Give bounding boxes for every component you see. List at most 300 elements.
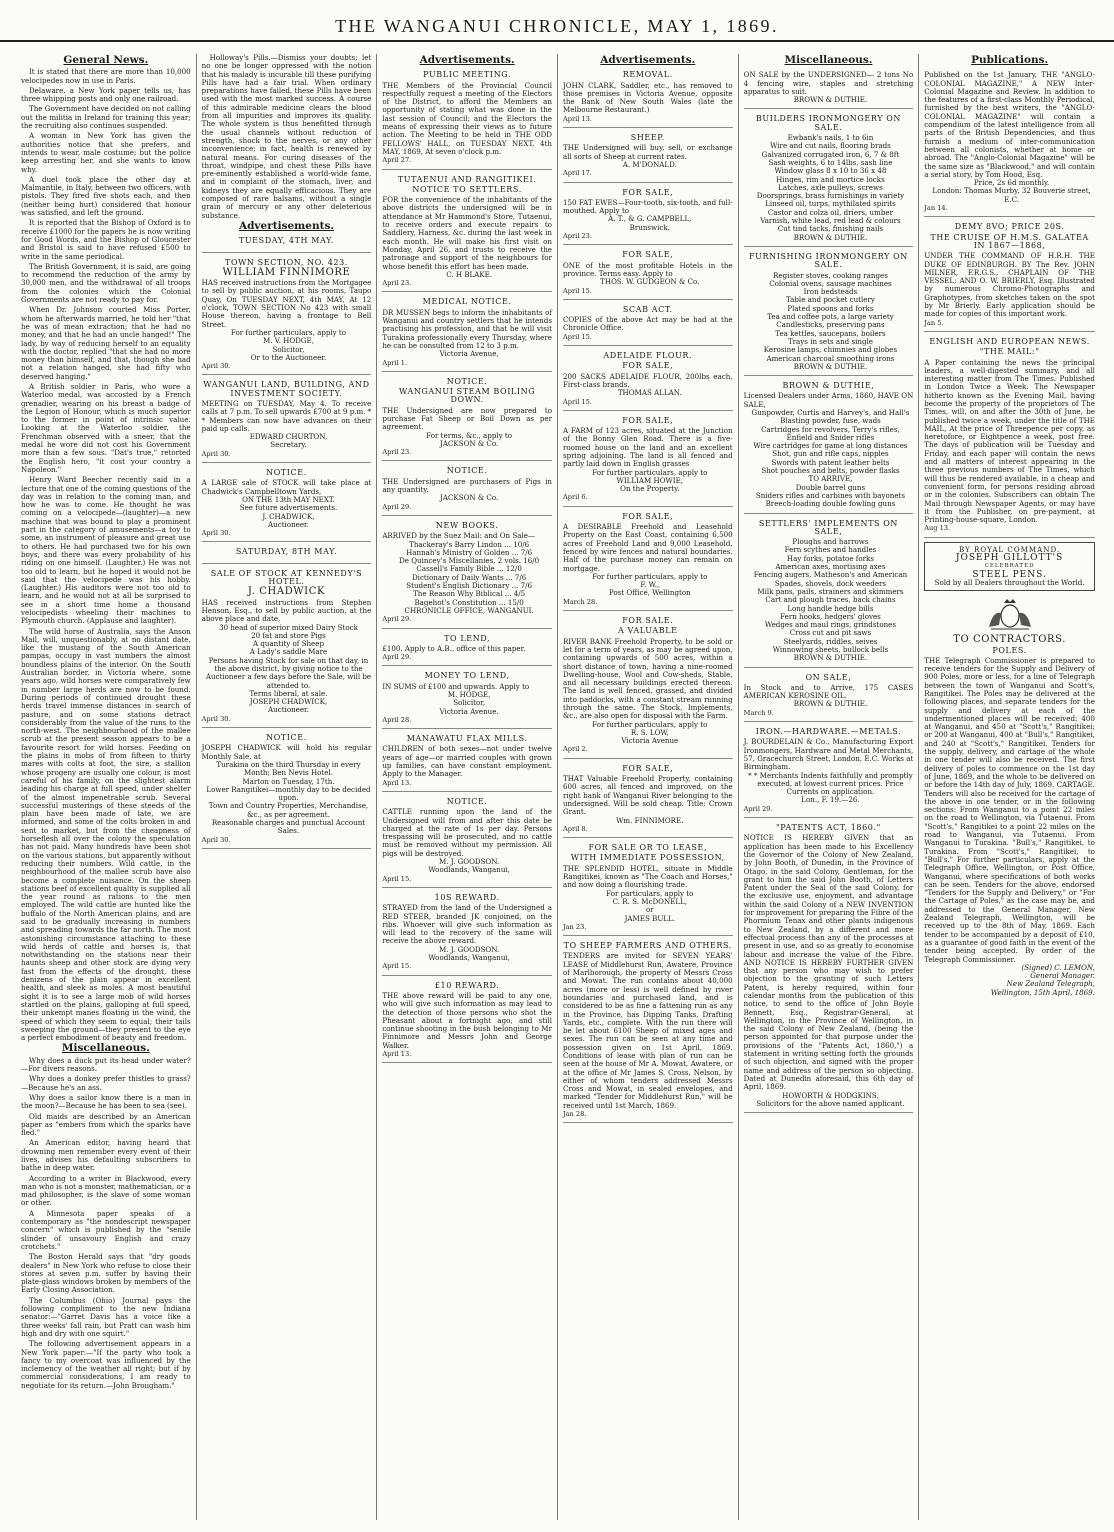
ad-line: For further particulars, apply to — [230, 327, 347, 337]
ad-line: Marton on Tuesday, 17th. — [242, 776, 335, 786]
ad-body: 150 FAT EWES—Four-tooth, six-tooth, and full-mouthed. Apply to — [562, 197, 733, 216]
ad-date: April 8. — [562, 824, 588, 833]
box-line: STEEL PENS. — [972, 569, 1047, 580]
ad-line: For particulars, apply to — [606, 888, 694, 898]
ad-line: Solicitor, — [453, 698, 486, 708]
ad-date: April 6. — [562, 493, 588, 502]
ad-heading: TUESDAY, 4TH MAY. — [238, 236, 335, 246]
ad-line: Woodlands, Wanganui, — [428, 865, 510, 875]
ad-line: HOWORTH & HODGKINS, — [782, 1090, 879, 1100]
advertisement — [744, 821, 914, 1113]
ad-date: April 13. — [382, 778, 412, 787]
news-paragraph: It is stated that there are more than 10,000 velocipedes now in use in Paris. — [21, 67, 191, 85]
column-3 — [377, 54, 558, 1520]
ad-body: £100. Apply to A.B., office of this paper. — [382, 643, 526, 653]
ad-line: Student's English Dictionary ... 7/6 — [406, 581, 533, 591]
ad-body: Licensed Dealers under Arms, 1860, HAVE ON SALE, — [743, 391, 914, 409]
ad-line: Blasting powder, fuse, wads — [780, 416, 881, 426]
ad-body: ON SALE by the UNDERSIGNED— 2 tons No 4 fencing wire, staples and stretching apparatus to suit. — [743, 70, 914, 96]
ad-line: Doorsprings, brass furnishings in variety — [756, 191, 905, 201]
news-paragraph: Old maids are described by an American paper as "embers from which the sparks have fled." — [21, 1111, 191, 1138]
newspaper-columns — [16, 54, 1100, 1520]
ad-date: April 13. — [382, 1049, 412, 1058]
ad-subheading: FOR SALE, — [622, 361, 674, 371]
ad-body: A DESIRABLE Freehold and Leasehold Property on the East Coast, containing 6,500 acres of Freehold Land and 9,000 Leasehold, fenced by wire fences and natural boundaries. Half of the purchase money can remain on mortgage. — [562, 522, 733, 573]
advertisement — [382, 519, 552, 629]
ad-date: April 23. — [562, 232, 592, 241]
ad-line: Or to the Auctioneer. — [250, 352, 327, 362]
ad-heading: BUILDERS IRONMONGERY ON SALE. — [755, 114, 901, 132]
ad-date: April 30. — [201, 835, 231, 844]
ad-line: American axes, mortising axes — [775, 562, 886, 572]
advertisement — [744, 379, 914, 513]
ad-body: A LARGE sale of STOCK will take place at Chadwick's Campbelltown Yards, — [201, 478, 372, 496]
ad-heading: TO LEND, — [444, 633, 491, 643]
ad-subheading: THE CRUISE OF H.M.S. GALATEA IN 1867—1868, — [930, 232, 1089, 250]
ad-body: THE Undersigned are now prepared to purchase Fat Sheep or Boil Down as per agreement. — [382, 405, 552, 432]
ad-heading: FOR SALE, — [622, 250, 674, 260]
ad-line: Fern hooks, hedgers' gloves — [780, 611, 881, 621]
advertisement — [924, 220, 1095, 332]
ad-line: For further particulars, apply to — [592, 571, 708, 581]
ads-list — [202, 234, 372, 849]
ad-body: NOTICE IS HEREBY GIVEN that an application has been made to his Excellency the Governor of the Colony of New Zealand, by John Booth, of Dunedin, in the Province of Otago, in the said Colony, Gentleman, for the grant to him the said John Booth, of Letters Patent under the Seal of the said Colony, for the exclusive use, enjoyment, and advantage within the said Colony of a NEW INVENTION for improvement for preparing the Fibre of the Phormium Tenax and other plants indigenous to New Zealand, by a different and more effectual process than any of the processes at present in use, and so as greatly to economise labour and increase the value of the Fibre. AND NOTICE IS HEREBY FURTHER GIVEN that any person who may wish to prefer objection to the granting of such Letters Patent, is hereby required, within four calendar months from the publication of this notice, to send to the office of John Boyle Bennett, Esq., Registrar-General, at Wellington, in the Province of Wellington, in the said Colony of New Zealand, (being the person appointed for that purpose under the provisions of the "Patents Act, 1860,") a statement in writing setting forth the grounds of such objection, and signed with the proper name and address of the person so objecting. Dated at Dunedin aforesaid, this 6th day of April, 1869. — [743, 833, 914, 1092]
ad-body: HAS received instructions from Stephen Henson, Esq., to sell by public auction, at the above place and date, — [201, 597, 372, 624]
ad-line: TO ARRIVE, — [808, 474, 853, 484]
ad-heading: SETTLERS' IMPLEMENTS ON SALE, — [758, 518, 899, 536]
ads-list — [924, 68, 1095, 537]
ad-date: April 23. — [382, 448, 412, 457]
ad-subheading: "THE MAIL:" — [979, 347, 1040, 357]
advertisement — [202, 256, 372, 376]
ad-subheading: POLES. — [992, 645, 1027, 655]
ad-heading: NOTICE. — [446, 796, 488, 806]
ad-subheading: NOTICE TO SETTLERS. — [412, 184, 522, 194]
advertisement — [563, 841, 733, 936]
ad-line: Tea kettles, saucepans, boilers — [775, 328, 886, 338]
ad-heading: NOTICE. — [446, 376, 488, 386]
ad-heading: FOR SALE, — [622, 415, 674, 425]
ad-date: April 28. — [382, 715, 412, 724]
news-paragraphs — [21, 68, 191, 1042]
ad-date: March 28. — [562, 597, 598, 606]
ad-heading: SATURDAY, 8TH MAY. — [235, 547, 338, 557]
ad-date: April 30. — [201, 714, 231, 723]
ad-line: Woodlands, Wanganui, — [428, 953, 510, 963]
ad-line: Ewbank's nails, 1 to 6in — [787, 133, 874, 143]
ad-body: J. BOURDELAIN & Co., Manufacturing Export Ironmongers, Hardware and Metal Merchants, 57, Gracechurch Street, London, E.C. Works at Birmingham. — [743, 737, 914, 772]
ad-line: Candlesticks, preserving pans — [776, 320, 885, 330]
news-paragraph: It is reported that the Bishop of Oxford is to receive £1000 for the papers he is now writing for Good Words, and the Bishop of Gloucester and Bristol is said to have refused £500 to write in the same periodical. — [21, 218, 191, 261]
ad-line: C. R. S. McDONELL, — [612, 896, 688, 906]
ad-heading: TO SHEEP FARMERS AND OTHERS. — [563, 941, 732, 951]
ad-heading: ENGLISH AND EUROPEAN NEWS. — [929, 336, 1090, 346]
advertisement — [744, 725, 914, 818]
ad-line: Fencing augers, Matheson's and American — [753, 570, 908, 580]
ad-line: Latches, axle pulleys, screws — [778, 182, 883, 192]
box-line: BY ROYAL COMMAND. — [959, 544, 1061, 554]
ad-line: JACKSON & Co. — [440, 438, 499, 448]
ad-line: Hinges, rim and mortice locks — [776, 174, 885, 184]
advertisement — [382, 68, 552, 169]
ad-body: IN SUMS of £100 and upwards. Apply to — [382, 681, 530, 691]
ad-line: Long handle hedge bills — [787, 603, 874, 613]
ad-body: ONE of the most profitable Hotels in the province. Terms easy. Apply to — [562, 260, 733, 278]
ad-line: Terms liberal, at sale. — [249, 688, 328, 698]
ad-line: Winnowing sheets, bullock bells — [772, 645, 889, 654]
ad-line: Shot pouches and belts, powder flasks — [761, 466, 900, 476]
ad-date: March 9. — [743, 708, 774, 717]
news-paragraph: The Boston Herald says that "dry goods dealers" in New York who refuse to close their stores at seven p.m. suffer by having their plate-glass windows broken by members of the Early Closing Association. — [21, 1252, 191, 1295]
advertisement — [382, 891, 552, 976]
ad-line: Bagehot's Constitution ... 15/0 — [414, 597, 524, 607]
advertisement — [563, 248, 733, 299]
ad-heading: FURNISHING IRONMONGERY ON SALE. — [748, 251, 908, 270]
advertisement — [563, 762, 733, 838]
ad-line: Milk pans, pails, strainers and skimmers — [757, 586, 904, 596]
ad-heading: DEMY 8VO; PRICE 20S. — [954, 222, 1065, 232]
ad-line: Victoria Avenue. — [439, 706, 499, 716]
ad-heading: NOTICE. — [266, 733, 307, 743]
section-heading: General News. — [63, 54, 149, 66]
ad-body: JOHN CLARK, Saddler, etc., has removed to those premises in Victoria Avenue, opposite the Bank of New South Wales (late the Melbourne Restaurant.) — [562, 80, 733, 115]
ad-body: THAT Valuable Freehold Property, containing 600 acres, all fenced and improved, on the right bank of Wanganui River belonging to the undersigned. Will be sold cheap. Title: Crown Grant. — [562, 774, 733, 817]
ad-line: A Lady's saddle Mare — [249, 647, 328, 657]
advertisement — [744, 671, 914, 722]
ad-line: Auctioneer. — [268, 705, 309, 715]
ad-line: Iron bedsteads — [803, 287, 858, 297]
news-paragraph: A woman in New York has given the authorities notice that she prefers, and intends to wear, male costume; but the police keep arresting her, and she wants to know why. — [21, 131, 191, 174]
ad-line: M. J. GOODSON. — [439, 944, 500, 954]
advertisement — [202, 234, 372, 252]
ad-line: Register stoves, cooking ranges — [773, 270, 888, 280]
ad-heading: TOWN SECTION, NO. 423. — [225, 257, 348, 267]
ad-line: Persons having Stock for sale on that day, in the above district, by giving notice to the Auctioneer a few days before the Sale, will be attended to. — [205, 655, 372, 690]
ad-line: Steelyards, riddles, seives — [783, 636, 878, 646]
ad-line: J. CHADWICK, — [262, 511, 315, 521]
news-paragraph: The Columbus (Ohio) Journal pays the following compliment to the new Indiana senator:—"Garret Davis has a voice like a three weeks' fall rain, but Pratt can wash him high and dry with one squirt." — [21, 1295, 191, 1338]
ad-line: R. S. LOW, — [630, 727, 669, 737]
news-paragraph: The Government have decided on not calling out the militia in Ireland for training this year; the recruiting also continues suspended. — [21, 104, 191, 131]
ad-date: April 30. — [201, 449, 231, 458]
ad-heading: FOR SALE OR TO LEASE, — [588, 843, 708, 853]
ad-heading: 10S REWARD. — [434, 892, 500, 902]
advertisement — [382, 173, 552, 293]
ad-line: M. J. GOODSON. — [439, 857, 500, 867]
news-paragraph: An American editor, having heard that drowning men remember every event of their lives, advises his defaulting subscribers to bathe in deep water. — [21, 1138, 191, 1173]
ad-date: April 15. — [562, 332, 592, 341]
ad-line: Victoria Avenue — [621, 736, 679, 746]
ad-line: Castor and colza oil, driers, umber — [767, 207, 893, 217]
news-paragraph: Henry Ward Beecher recently said in a lecture that one of the coming questions of the day was in relation to the coming man, and how he was to come. He thought he was coming on a velocipede—(laughter)—a new machine that was bound to play a prominent part in the category of amusements—a toy to some, an instrument of pleasure and great use to others. He had purchased two for his own boys, and there was every probability of his riding on one himself. (Laughter.) He was not too old to learn, but he hoped it would not be said that the velocipede was his hobby. (Laughter.) His auditors were not too old to learn, and he would not at all be surprised to see in a short time home a thousand velocipedists wheeling their machines to Plymouth church. (Applause and laughter). — [21, 475, 191, 626]
ad-heading: NOTICE. — [446, 466, 488, 476]
ad-line: De Quincey's Miscellanies, 2 vols. 16/0 — [399, 556, 540, 566]
ad-body: THE Telegraph Commissioner is prepared to receive tenders for the Supply and Delivery of 900 Poles, more or less, for a line of Telegraph between the town of Wanganui and Scott's, Rangitikei. The Poles may be delivered at the following places, and separate tenders for the supply and delivery at each of the undermentioned places will be received: 400 at Wanganui, and 450 at "Scott's," Rangitikei; or 200 at Wanganui, 400 at "Bull's," Rangitikei, and 240 at "Scott's," Rangitikei. Tenders for the supply, delivery, and cartage of the whole in one tender will also be received. The first delivery of poles to commence on the 1st day of June, 1869, and the whole to be delivered on or before the 14th day of July, 1869. CARTAGE. Tenders will also be received for the cartage of the above in one tender, or in the following sections: From Wanganui to a point 22 miles on the road to Wellington, via Tutaenui. From "Scott's," Rangitikei to a point 22 miles on the road to Wanganui, via Tutaenui. From Wanganui to Turakina. "Bull's," Rangitikei, to Turakina. From "Scott's," Rangitikei, to "Bull's." For further particulars, apply at the Telegraph Office, Wellington, or Post Office, Wanganui, where specifications of both works can be seen. Tenders for the above, endorsed "Tenders for the Supply and Delivery," or "For the Cartage of Poles," as the case may be, and addressed to the General Manager, New Zealand Telegraph, Wellington, will be received up to the 8th of May, 1869. Each tender to be accompanied by a deposit of £10, as a guarantee of good faith in the event of the tender being accepted. By order of the Telegraph Commissioner. — [924, 655, 1095, 964]
ad-heading: FOR SALE, — [622, 763, 674, 773]
ad-date: April 30. — [201, 529, 231, 538]
ad-line: The Reason Why Biblical ... 4/5 — [413, 589, 526, 599]
advertisement — [563, 414, 733, 507]
ad-date: April 15. — [382, 874, 412, 883]
advertisement — [924, 335, 1095, 538]
ad-line: American charcoal smoothing irons — [766, 353, 895, 363]
advertisement — [563, 510, 733, 611]
ad-heading: FOR SALE, — [622, 511, 674, 521]
ad-heading: PUBLIC MEETING. — [423, 70, 512, 80]
ad-body: TENDERS are invited for SEVEN YEARS' LEASE of Middlehurst Run, Awatere, Province of Marlborough, the property of Messrs Cross and Mowat. The run contains about 40,000 acres (more or less) is well defined by river boundaries and purchased land, and is considered to be as fine a fattening run as any in the Province, has Dipping Tanks, Drafting Yards, etc., complete. With the run there will be let about 6100 Sheep of mixed ages and sexes. The run can be seen at any time and possession given on 1st April, 1869. Conditions of lease with plan of run can be seen at the house of Mr A. Mowat, Awatere, or at the office of Mr James S. Cross, Nelson, by either of whom tenders addressed Messrs Cross and Mowat, in sealed envelopes, and marked "Tender for Middlehurst Run," will be received until 1st March, 1869. — [562, 951, 733, 1110]
advertisement — [744, 250, 914, 376]
ad-line: Cartridges for revolvers, Terry's rifles, Enfield and Snider rifles — [761, 424, 900, 442]
ad-date: April 15. — [382, 962, 412, 971]
ad-date: April 29. — [382, 502, 412, 511]
ad-date: April 15. — [562, 397, 592, 406]
ad-date: Aug 13. — [924, 524, 951, 533]
ad-line: JAMES BULL. — [624, 913, 675, 923]
ad-heading: WANGANUI LAND, BUILDING, AND INVESTMENT SOCIETY. — [203, 380, 370, 398]
advertisement — [202, 567, 372, 728]
ad-body: COPIES of the above Act may be had at the Chronicle Office. — [562, 315, 733, 333]
column-4 — [558, 54, 739, 1520]
column-1 — [16, 54, 197, 1520]
advertisement — [744, 517, 914, 668]
ad-line: Cart and plough traces, back chains — [765, 595, 896, 605]
section-heading: Advertisements. — [600, 54, 696, 66]
ad-line: Varnish, white lead, red lead & colours — [760, 216, 901, 226]
holloway-paragraph: Holloway's Pills.—Dismiss your doubts; let no one be longer oppressed with the notion that his malady is incurable till these purifying Pills have had a fair trial. When ordinary preparations have failed, these Pills have been used with the most marked success. A course of this admirable medicine clears the blood from all impurities and improves its quality. The whole system is thus benefitted through the usual channels without reduction of strength, shock to the nerves, or any other inconvenience; in fact, health is renewed by natural means. For curing diseases of the throat, windpipe, and chest these Pills have pre-eminently established a world-wide fame, and in complaint of the stomach, liver, and kidneys they are equally efficacious. They are composed of rare balsams, without a single grain of mercury or any other deleterious substance. — [201, 54, 372, 220]
advertisement — [563, 131, 733, 182]
ad-body: A Paper containing the news the principal leaders, a well-digested summary, and all interesting matter from The Times. Published in London Twice a Week. The Newspaper hitherto known as the Evening Mail, having become the property of the proprietors of The Times, will, on and after the 30th of June, be published twice a week, under the title of THE MAIL, At the price of Threepence per copy, as heretofore, or Eightpence a week, post free. The days of publication will be Tuesday and Friday, and each paper will contain the news and all matters of interest appearing in the three previous numbers of The Times, which will thus be rendered available, in a cheap and convenient form, for persons residing abroad or in the colonies. Subscribers can obtain The Mail through Newspaper Agents, or may have it from the Publisher, on pre-payment, at Printing-house-square, London. — [924, 357, 1095, 525]
advertisement — [382, 669, 552, 729]
ad-date: April 23. — [382, 279, 412, 288]
ad-heading: NOTICE. — [266, 468, 307, 478]
news-paragraph: The wild horse of Australia, says the Anson Mail, will, unquestionably, at no distant date, like the mustang of the South American pampas, occupy in vast numbers the almost boundless plains of the interior. On the South Australian border, in Victoria where, some years ago, wild horses were comparatively few in number large herds are now to be found. During periods of continued drought these herds travel immense distances in search of pasture, and on some stations detract considerably from the value of the runs to the north-west. The neighbourhood of the mallee scrub at the present season appears to be a favourite resort for wild horses. Feeding on the plains in mobs of from fifteen to thirty mares with colts at foot, the sire, a stallion whose progeny are usually one colour, is most careful of his family, on the slightest alarm leading his charge at full speed, under shelter of the almost impenetrable scrub. Several successful musterings of these steeds of the plain have been made of late, we are informed, and some of the colts broken in and sent to market, but from the cheapness of horseflesh all over the colony the speculation has not paid. Many hundreds have been shot on the various stations, but apparently without reducing their numbers. Wild cattle, in the neighbourhood of the mallee scrub have also become a complete nuisance. On the sheep stations beef of excellent quality is supplied all the year round as rations to the men employed. The wild cattle are hunted like the buffalo of the North American plains, and are said to be gradually increasing in numbers and spreading towards the far north. The most astonishing circumstance attaching to these wild herds of cattle and horses is, that notwithstanding on the stations near their haunts sheep and other stock are dying very fast from the effects of the drought, these denizens of the plain appear in excellent health, and sleek as moles. A most beautiful sight it is to see a large mob of wild horses startled on the plains, galloping at full speed, their unkempt manes floating in the wind, the speed of which they seem to equal; their tails sweeping the ground—they present to the eye a perfect embodiment of beauty and freedom. — [21, 626, 191, 1043]
ad-line: Plated spoons and forks — [787, 303, 874, 313]
ad-heading: MANAWATU FLAX MILLS. — [406, 734, 528, 744]
ad-line: Kerosine lamps, chimnies and globes — [763, 345, 898, 355]
ad-line: JACKSON & Co. — [440, 493, 499, 503]
advertisement — [563, 939, 733, 1123]
ad-name: J. CHADWICK — [247, 586, 326, 598]
ad-line: THOS. W. GUDGEON & Co. — [600, 277, 700, 287]
ad-subheading: WITH IMMEDIATE POSSESSION, — [570, 853, 725, 863]
ad-line: Spades, shovels, dock weeders — [774, 578, 887, 588]
ad-line: Cassell's Family Bible ... 12/0 — [416, 564, 522, 574]
ad-body: In Stock and to Arrive, 175 CASES AMERICAN KEROSINE OIL. — [743, 682, 914, 701]
ad-line: Reasonable charges and punctual Account Sales. — [211, 818, 366, 836]
ad-body: ARRIVED by the Suez Mail: and On Sale— — [382, 531, 536, 541]
ad-line: Colonial ovens, sausage machines — [769, 278, 892, 288]
ad-line: BROWN & DUTHIE. — [793, 653, 868, 663]
ad-line: F. W., — [640, 580, 660, 590]
column-2 — [197, 54, 378, 1520]
news-paragraph: Why does a duck put its head under water?—For divers reasons. — [21, 1055, 191, 1074]
ad-line: C. H BLAKE. — [446, 269, 493, 279]
ad-line: Wm. FINNIMORE. — [616, 815, 684, 825]
ad-date: Jan 14. — [924, 204, 948, 213]
ad-line: Victoria Avenue, — [439, 349, 499, 359]
ad-heading: £10 REWARD. — [434, 980, 500, 990]
ad-line: See future advertisements. — [239, 503, 338, 513]
ad-body: CHILDREN of both sexes—not under twelve years of age—or married couples with grown up families, can have constant employment. Apply to the Manager. — [382, 744, 552, 779]
advertisement — [924, 68, 1095, 217]
ad-line: BROWN & DUTHIE. — [793, 95, 868, 105]
gillott-box — [924, 542, 1095, 591]
ad-body: RIVER BANK Freehold Property, to be sold or let for a term of years, as may be agreed upon, containing upwards of 500 acres, within a short distance of town, having a nine-roomed Dwelling-house, Wool and Cow-sheds, Stable, and all necessary buildings erected thereon. The land is well fenced, grassed, and divided into paddocks, with a constant stream running through the same. The Stock, Implements, &c., are also open for disposal with the Farm. — [562, 636, 733, 721]
advertisement — [563, 68, 733, 128]
ad-body: A FARM of 123 acres, situated at the Junction of the Bonny Glen Road. There is a five-roomed house on the land and an excellent spring adjoining. The land is all fenced and partly laid down in English grasses — [562, 426, 733, 469]
ad-line: * * Merchants Indents faithfully and promptly executed, at lowest current prices. Price Currents on application. — [748, 770, 913, 797]
ad-line: Brunswick. — [629, 222, 670, 232]
news-paragraph: The following advertisement appears in a New York paper:—"If the party who took a fancy to my overcoat was influenced by the inclemency of the weather all right; but if by commercial considerations, I am ready to negotiate for its return.—John Brougham." — [21, 1339, 191, 1390]
ad-line: Tea and coffee pots, a large variety — [767, 312, 894, 322]
ad-body: STRAYED from the land of the Undersigned a RED STEER, branded JK conjoined, on the ribs. Whoever will give such information as will lead to the recovery of the same will receive the above reward. — [382, 903, 552, 946]
news-paragraph: When Dr. Johnson courted Miss Porter, whom he afterwards married, he told her "that he was of mean extraction; that he had no money, and that he had an uncle hanged!" The lady, by way of reducing herself to an equality with the doctor, replied "that she had no more money than himself, and that, though she had not a relation hanged, she had fifty who deserved hanging." — [21, 305, 191, 381]
ad-date: April 29. — [743, 804, 773, 813]
ad-heading: TO CONTRACTORS. — [953, 634, 1066, 646]
ad-heading: SCAB ACT. — [622, 304, 673, 314]
ad-line: 30 head of superior mixed Dairy Stock — [219, 622, 358, 632]
news-paragraph: Why does a donkey prefer thistles to grass?—Because he's an ass. — [21, 1074, 191, 1092]
ad-date: April 13. — [562, 114, 592, 123]
advertisement — [382, 464, 552, 515]
misc-paragraphs — [21, 1057, 191, 1390]
ad-line: Gunpowder, Curtis and Harvey's, and Hall's — [751, 407, 910, 417]
section-heading: Miscellaneous. — [61, 1042, 150, 1055]
news-paragraph: According to a writer in Blackwood, every man who is not a monster, mathematician, or a mad philosopher, is the slave of some woman or other. — [21, 1173, 191, 1208]
ad-line: Double barrel guns — [795, 482, 866, 492]
ad-line: Secretary. — [270, 440, 307, 450]
ad-line: Galvanized corrugated iron, 6, 7 & 8ft — [761, 149, 900, 159]
ad-body: 200 SACKS ADELAIDE FLOUR, 200lbs each, First-class brands. — [562, 371, 733, 389]
advertisement — [382, 375, 552, 462]
ad-line: CHRONICLE OFFICE, WANGANUI. — [404, 605, 534, 615]
ad-body: HAS received instructions from the Mortgagee to sell by public auction, at his rooms, Taupo Quay, On TUESDAY NEXT, 4th MAY, At 12 o'clock, TOWN SECTION No 423 with small House thereon, having a frontage to Bell Street. — [201, 278, 372, 329]
masthead: THE WANGANUI CHRONICLE, MAY 1, 1869. — [0, 8, 1114, 42]
ad-body: THE Undersigned are purchasers of Pigs in any quantity. — [382, 476, 552, 495]
ad-line: Wire and cut nails, flooring brads — [770, 141, 891, 151]
ad-line: BROWN & DUTHIE. — [793, 232, 868, 242]
ad-heading: ADELAIDE FLOUR. — [603, 351, 693, 361]
ad-heading: MEDICAL NOTICE. — [422, 297, 512, 307]
news-paragraph: A British soldier in Paris, who wore a Waterloo medal, was accosted by a French grenadier, wearing on his breast a badge of the Legion of Honour, which is much superior to the former in point of intrinsic value. Looking at the Waterloo soldier, the Frenchman observed with a sneer, that the medal he wore did not cost his Government more than a few sous. "Dat's true," retorted the English hero, "it cost your country a Napoleon." — [21, 381, 191, 474]
ad-heading: IRON.—HARDWARE.—METALS. — [755, 727, 902, 737]
ad-heading: NEW BOOKS. — [435, 520, 499, 530]
advertisement — [382, 795, 552, 888]
advertisement — [563, 349, 733, 411]
ad-line: Dictionary of Daily Wants ... 7/6 — [411, 572, 527, 582]
ad-line: EDWARD CHURTON, — [249, 432, 328, 442]
ad-line: Lon., F. 19.—26. — [801, 795, 860, 805]
ad-line: Turakina on the third Thursday in every Month; Ben Nevis Hotel. — [216, 759, 361, 778]
ad-line: M. HODGE, — [447, 690, 491, 699]
ad-line: Solicitors for the above named applicant. — [756, 1098, 905, 1108]
news-paragraph: A Minnesota paper speaks of a contemporary as "the nondescript newspaper concern" which is published by the "senile slinder of unsavoury English and crazy crotchets." — [21, 1208, 191, 1251]
ad-body: MEETING on TUESDAY, May 4. To receive calls at 7 p.m. To sell upwards £700 at 9 p.m. * * Members can now have advances on their paid up calls. — [201, 398, 372, 433]
ad-body: DR MUSSEN begs to inform the inhabitants of Wanganui and country settlers that he intends practising his profession, and that he will visit Turakina professionally every Thursday, where he can be consulted from 12 to 3 p.m. — [382, 307, 552, 350]
ad-date: April 15. — [562, 286, 592, 295]
ad-date: Jan 5. — [924, 318, 944, 327]
ad-line: Ploughs and harrows — [792, 537, 869, 547]
ad-line: BROWN & DUTHIE. — [793, 699, 868, 709]
ad-line: Sash weights, 6 to 14lbs, sash line — [768, 157, 893, 167]
ad-body: THE above reward will be paid to any one, who will give such information as may lead to the detection of those persons who shot the Pheasant about a fortnight ago, and still continue shooting in the bush belonging to Mr Finnimore and Messrs John and George Walker. — [382, 990, 552, 1050]
ad-line: Cut tind tacks, finishing nails — [777, 224, 884, 234]
ad-line: Auctioneer. — [268, 519, 309, 529]
ad-line: JOSEPH CHADWICK, — [249, 697, 328, 707]
news-paragraph: Why does a sailor know there is a man in the moon?—Because he has been to sea (see). — [21, 1092, 191, 1111]
advertisement — [382, 632, 552, 667]
ad-date: April 17. — [562, 169, 592, 178]
ad-line: London: Thomas Murby, 32 Bouverie street, E.C. — [932, 186, 1091, 204]
news-paragraph: The British Government, it is said, are going to recommend the reduction of the army by 30,000 men, and the withdrawal of all troops from the colonies which the Colonial Governments are not ready to pay for. — [21, 261, 191, 305]
ad-body: JOSEPH CHADWICK will hold his regular Monthly Sale, at — [201, 743, 372, 761]
ad-date: April 29. — [382, 653, 412, 662]
ad-heading: "PATENTS ACT, 1860." — [775, 823, 881, 833]
ad-line: Breech-loading double fowling guns — [765, 499, 896, 509]
ad-line: (Signed) C. LEMON, — [1021, 962, 1095, 972]
ad-line: THOMAS ALLAN. — [617, 388, 682, 398]
ad-line: WILLIAM HOWIE, — [616, 475, 684, 485]
ad-line: Linseed oil, turps, mythilated spirits — [765, 199, 896, 209]
ad-line: Price, 2s 6d monthly. — [973, 178, 1050, 188]
ad-date: April 30. — [201, 362, 231, 371]
ad-heading: FOR SALE, — [622, 187, 674, 197]
advertisement — [744, 68, 914, 109]
advertisement — [382, 732, 552, 792]
ad-date: April 2. — [562, 745, 588, 754]
tender-ad — [924, 633, 1095, 1001]
box-line: JOSEPH GILLOTT'S — [955, 553, 1064, 564]
ad-line: On the Property. — [620, 484, 680, 494]
ad-body: THE SPLENDID HOTEL, situate in Middle Rangitikei, known as "The Coach and Horses," and now doing a flourishing trade. — [562, 863, 733, 890]
section-heading: Advertisements. — [238, 219, 335, 232]
ad-lines — [924, 964, 1095, 997]
advertisement — [382, 979, 552, 1064]
section-heading: Miscellaneous. — [784, 54, 873, 66]
ad-line: For terms, &c., apply to — [426, 430, 513, 440]
ad-line: or — [645, 905, 654, 915]
box-line: CELEBRATED — [984, 563, 1035, 570]
advertisement — [202, 731, 372, 849]
ad-name: WILLIAM FINNIMORE — [222, 266, 351, 278]
ad-subheading: WANGANUI STEAM BOILING DOWN. — [399, 387, 536, 405]
advertisement — [382, 295, 552, 371]
ad-line: M. V. HODGE, — [263, 336, 314, 346]
box-line: Sold by all Dealers throughout the World. — [934, 577, 1085, 587]
ad-body: FOR the convenience of the inhabitants of the above districts the undersigned will be in attendance at Mr Hammond's Store, Tutaenui, to receive orders and execute repairs to Saddlery, Harness, &c. during the last week in each month. He will make his first visit on Monday, April 26, and trusts to receive the patronage and support of the neighbours for whose benefit this effort has been made. — [382, 195, 552, 271]
column-5 — [739, 54, 920, 1520]
ad-line: BROWN & DUTHIE. — [793, 361, 868, 371]
ad-line: Shot, gun and rifle caps, nipples — [772, 449, 889, 459]
ad-line: Post Office, Wellington — [608, 588, 691, 598]
ad-heading: ON SALE, — [805, 672, 852, 682]
ad-body: THE Undersigned will buy, sell, or exchange all sorts of Sheep at current rates. — [562, 143, 733, 161]
ad-line: General Manager. — [1030, 971, 1095, 981]
advertisement — [202, 545, 372, 563]
ad-line: Table and pocket cutlery — [785, 295, 875, 305]
ad-heading: SALE OF STOCK AT KENNEDY'S HOTEL. — [210, 568, 363, 587]
ad-date: April 1. — [382, 358, 408, 367]
ad-date: Jan 23. — [562, 922, 587, 931]
ad-body: CATTLE running upon the land of the Undersigned will from and after this date be charged at the rate of 1s per day. Persons trespassing will be prosecuted, and no cattle must be removed without my permission. All pigs will be destroyed. — [382, 807, 552, 858]
advertisement — [202, 466, 372, 542]
ad-line: Hannah's Ministry of Golden ... 7/6 — [406, 547, 533, 557]
advertisement — [202, 378, 372, 463]
ad-line: Window glass 8 x 10 to 36 x 48 — [774, 166, 887, 176]
ad-line: 20 fat and store Pigs — [251, 630, 326, 640]
section-heading: Advertisements. — [419, 54, 515, 66]
ad-line: Town and Country Properties, Merchandise, &c., as per agreement. — [208, 801, 369, 819]
